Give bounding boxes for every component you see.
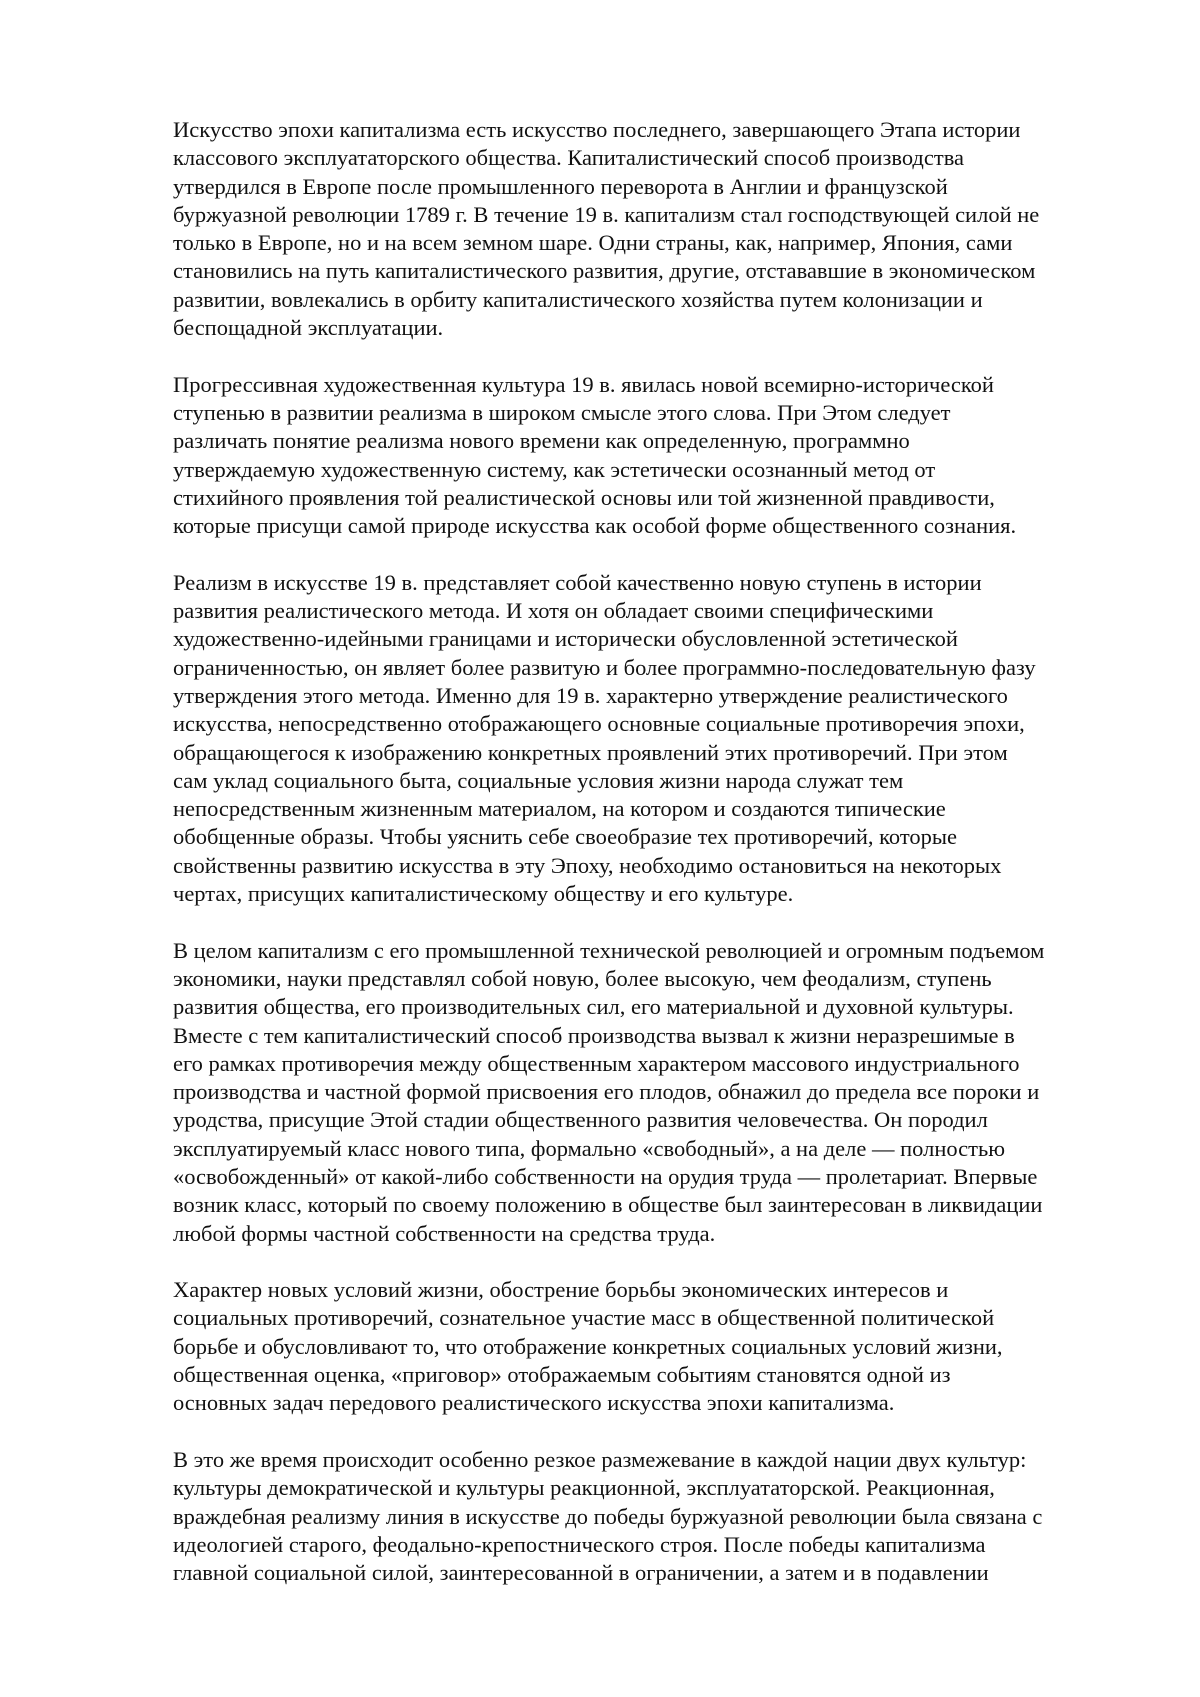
text-line: эксплуатируемый класс нового типа, формально «свободный», а на деле — полностью [173,1135,1006,1161]
text-line: Прогрессивная художественная культура 19 в. явилась новой всемирно-исторической [173,371,994,397]
text-line: художественно-идейными границами и исторически обусловленной эстетической [173,626,958,652]
text-line: общественная оценка, «приговор» отображаемым событиям становятся одной из [173,1362,951,1388]
text-line: его рамках противоречия между общественным характером массового индустриального [173,1050,1020,1076]
text-line: только в Европе, но и на всем земном шаре. Одни страны, как, например, Япония, сами [173,230,1013,256]
text-line: свойственны развитию искусства в эту Эпоху, необходимо остановиться на некоторых [173,852,1002,878]
text-line: уродства, присущие Этой стадии общественного развития человечества. Он породил [173,1107,988,1133]
text-line: любой формы частной собственности на средства труда. [173,1220,716,1246]
text-line: Реализм в искусстве 19 в. представляет собой качественно новую ступень в истории [173,569,982,595]
text-line: идеологией старого, феодально-крепостнического строя. После победы капитализма [173,1531,986,1557]
text-line: становились на путь капиталистического развития, другие, отстававшие в экономическом [173,258,1036,284]
text-line: ступенью в развитии реализма в широком смысле этого слова. При Этом следует [173,399,951,425]
text-line: чертах, присущих капиталистическому обществу и его культуре. [173,881,794,907]
text-line: возник класс, который по своему положению в обществе был заинтересован в ликвидации [173,1192,1043,1218]
text-line: Характер новых условий жизни, обострение борьбы экономических интересов и [173,1277,949,1303]
text-line: В целом капитализм с его промышленной технической революцией и огромным подъемом [173,937,1045,963]
paragraph-4 [173,937,1133,1248]
text-line: экономики, науки представлял собой новую, более высокую, чем феодализм, ступень [173,965,992,991]
text-line: развитии, вовлекались в орбиту капиталистического хозяйства путем колонизации и [173,286,983,312]
document-body [173,116,1133,1616]
text-line: развития общества, его производительных сил, его материальной и духовной культуры. [173,994,1014,1020]
text-line: буржуазной революции 1789 г. В течение 19 в. капитализм стал господствующей силой не [173,201,1040,227]
paragraph-6 [173,1446,1133,1587]
text-line: Искусство эпохи капитализма есть искусство последнего, завершающего Этапа истории [173,117,1021,142]
text-line: борьбе и обусловливают то, что отображение конкретных социальных условий жизни, [173,1333,1003,1359]
text-line: утверждения этого метода. Именно для 19 в. характерно утверждение реалистического [173,682,1008,708]
text-line: ограниченностью, он являет более развитую и более программно-последовательную фазу [173,654,1036,680]
text-line: враждебная реализму линия в искусстве до победы буржуазной революции была связана с [173,1503,1043,1529]
paragraph-3 [173,569,1133,909]
text-line: производства и частной формой присвоения его плодов, обнажил до предела все пороки и [173,1079,1040,1105]
text-line: которые присущи самой природе искусства как особой форме общественного сознания. [173,513,1017,539]
text-line: культуры демократической и культуры реакционной, эксплуататорской. Реакционная, [173,1475,995,1501]
text-line: обращающегося к изображению конкретных проявлений этих противоречий. При этом [173,739,1008,765]
text-line: беспощадной эксплуатации. [173,315,444,341]
text-line: различать понятие реализма нового времени как определенную, программно [173,428,910,454]
paragraph-1 [173,116,1133,342]
text-line: классового эксплуататорского общества. Капиталистический способ производства [173,145,965,171]
text-line: социальных противоречий, сознательное участие масс в общественной политической [173,1305,995,1331]
text-line: искусства, непосредственно отображающего основные социальные противоречия эпохи, [173,711,1025,737]
text-line: В это же время происходит особенно резкое размежевание в каждой нации двух культур: [173,1446,1027,1472]
text-line: развития реалистического метода. И хотя он обладает своими специфическими [173,598,934,624]
paragraph-5 [173,1276,1133,1417]
text-line: обобщенные образы. Чтобы уяснить себе своеобразие тех противоречий, которые [173,824,958,850]
text-line: основных задач передового реалистического искусства эпохи капитализма. [173,1390,895,1416]
text-line: сам уклад социального быта, социальные условия жизни народа служат тем [173,767,904,793]
text-line: утверждаемую художественную систему, как эстетически осознанный метод от [173,456,936,482]
text-line: утвердился в Европе после промышленного переворота в Англии и французской [173,173,948,199]
text-line: главной социальной силой, заинтересованной в ограничении, а затем и в подавлении [173,1560,989,1586]
text-line: стихийного проявления той реалистической основы или той жизненной правдивости, [173,484,995,510]
text-line: «освобожденный» от какой-либо собственности на орудия труда — пролетариат. Впервые [173,1163,1038,1189]
paragraph-2 [173,371,1133,541]
text-line: Вместе с тем капиталистический способ производства вызвал к жизни неразрешимые в [173,1022,1015,1048]
text-line: непосредственным жизненным материалом, на котором и создаются типические [173,796,946,822]
